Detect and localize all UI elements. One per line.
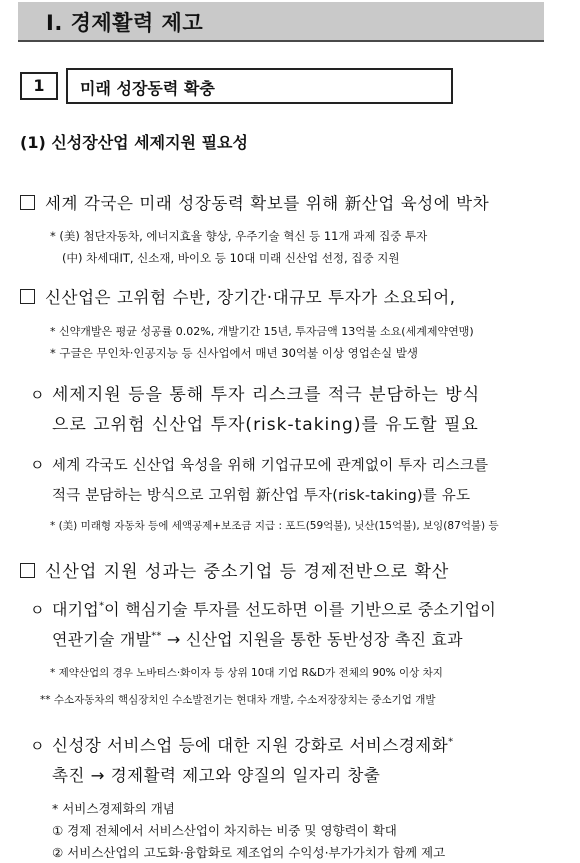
circle-item-3-part-1: 대기업 (52, 600, 99, 619)
circle-item-3 (30, 597, 496, 620)
note-2b: * 구글은 무인차·인공지능 등 신사업에서 매년 30억불 이상 영업손실 발생 (50, 346, 418, 360)
bullet-1-text: 세계 각국은 미래 성장동력 확보를 위해 新산업 육성에 박차 (45, 194, 490, 213)
section-title: Ⅰ. 경제활력 제고 (46, 11, 204, 35)
footnote-marker: ** (151, 630, 162, 642)
circle-item-4-line-2: 촉진 → 경제활력 제고와 양질의 일자리 창출 (52, 766, 381, 785)
circle-bullet-icon: ㅇ (30, 386, 45, 404)
circle-item-2-line-1: 세계 각국도 신산업 육성을 위해 기업규모에 관계없이 투자 리스크를 (52, 458, 489, 474)
note-4b: ** 수소자동차의 핵심장치인 수소발전기는 현대차 개발, 수소저장장치는 중소기업 개발 (40, 694, 436, 706)
circle-item-3-line-2-part-2: → 신산업 지원을 통한 동반성장 촉진 효과 (161, 630, 463, 649)
footnote-marker: * (448, 736, 454, 748)
bullet-3 (20, 557, 449, 582)
note-4a: * 제약산업의 경우 노바티스·화이자 등 상위 10대 기업 R&D가 전체의 90% 이상 차지 (50, 667, 443, 679)
circle-item-1-line-1: 세제지원 등을 통해 투자 리스크를 적극 분담하는 방식 (52, 385, 481, 405)
circle-item-4 (30, 732, 453, 756)
circle-item-2 (30, 454, 488, 475)
circle-bullet-icon: ㅇ (30, 456, 45, 474)
checkbox-bullet-icon (20, 563, 35, 578)
bullet-2 (20, 284, 456, 308)
section-header-bar (18, 2, 544, 42)
circle-item-4-part-1: 신성장 서비스업 등에 대한 지원 강화로 서비스경제화 (52, 736, 449, 755)
checkbox-bullet-icon (20, 195, 35, 210)
bullet-1 (20, 190, 489, 214)
bullet-3-text: 신산업 지원 성과는 중소기업 등 경제전반으로 확산 (45, 562, 450, 582)
note-1a: * (美) 첨단자동차, 에너지효율 향상, 우주기술 혁신 등 11개 과제 집중 투자 (50, 229, 428, 243)
bullet-2-text: 신산업은 고위험 수반, 장기간·대규모 투자가 소요되어, (45, 288, 456, 307)
checkbox-bullet-icon (20, 289, 35, 304)
subsection-title-box (66, 68, 453, 104)
sub-heading: (1) 신성장산업 세제지원 필요성 (20, 133, 248, 152)
subsection-title: 미래 성장동력 확충 (80, 79, 215, 98)
circle-bullet-icon: ㅇ (30, 601, 45, 619)
note-5a: ① 경제 전체에서 서비스산업이 차지하는 비중 및 영향력이 확대 (52, 823, 397, 838)
circle-item-1-line-2: 으로 고위험 신산업 투자(risk-taking)를 유도할 필요 (52, 415, 479, 435)
note-5b: ② 서비스산업의 고도화·융합화로 제조업의 수익성·부가가치가 함께 제고 (52, 845, 446, 860)
subsection-number: 1 (20, 72, 58, 100)
circle-bullet-icon: ㅇ (30, 737, 45, 755)
footnote-marker: * (98, 600, 105, 612)
circle-item-3-line-2 (52, 627, 463, 650)
note-1b: (中) 차세대IT, 신소재, 바이오 등 10대 미래 신산업 선정, 집중 지원 (62, 251, 400, 265)
note-5: * 서비스경제화의 개념 (52, 801, 175, 816)
circle-item-3-line-2-part-1: 연관기술 개발 (52, 630, 152, 649)
note-2a: * 신약개발은 평균 성공률 0.02%, 개발기간 15년, 투자금액 13억불 소요(세계제약연맹) (50, 325, 474, 338)
circle-item-1 (30, 380, 480, 405)
circle-item-3-part-2: 이 핵심기술 투자를 선도하면 이를 기반으로 중소기업이 (104, 600, 496, 619)
circle-item-2-line-2: 적극 분담하는 방식으로 고위험 新산업 투자(risk-taking)를 유도 (52, 488, 471, 504)
note-3: * (美) 미래형 자동차 등에 세액공제+보조금 지급 : 포드(59억불), 닛산(15억불), 보잉(87억불) 등 (50, 520, 499, 532)
